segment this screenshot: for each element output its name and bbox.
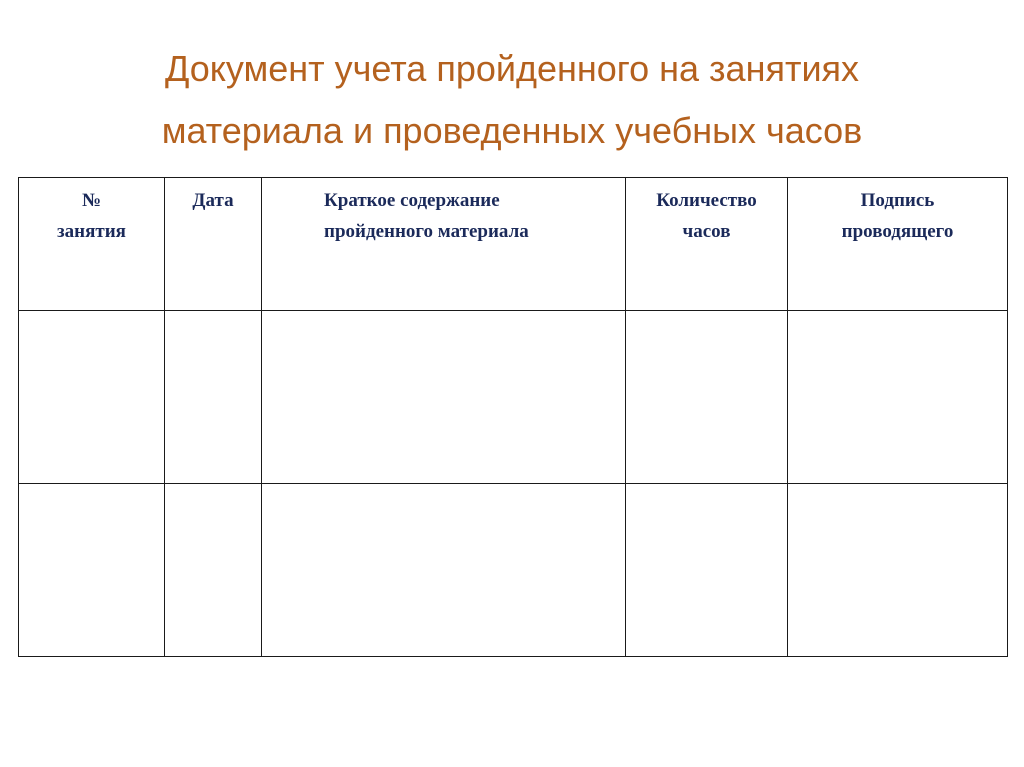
table-cell[interactable] [626,484,788,657]
header-signature [788,178,1008,311]
table-cell[interactable] [165,484,262,657]
header-hours-line1: Количество [656,190,757,211]
header-hours [626,178,788,311]
table-row [19,311,1008,484]
table-cell[interactable] [165,311,262,484]
title-line-2: материала и проведенных учебных часов [161,110,863,151]
header-lesson-number-line2: занятия [57,221,126,242]
table-cell[interactable] [626,311,788,484]
header-lesson-number-line1: № [81,190,102,211]
table-cell[interactable] [262,484,626,657]
document-title [0,38,1024,162]
header-date-line1: Дата [192,190,234,211]
header-lesson-number [19,178,165,311]
table-row [19,484,1008,657]
header-content [262,178,626,311]
header-row [19,178,1008,311]
table-cell[interactable] [788,311,1008,484]
table-cell[interactable] [19,484,165,657]
table-cell[interactable] [788,484,1008,657]
header-content-line1: Краткое содержание [324,190,500,211]
record-table [18,177,1008,657]
header-date [165,178,262,311]
header-signature-line2: проводящего [841,221,954,242]
header-signature-line1: Подпись [860,190,935,211]
header-content-line2: пройденного материала [324,221,529,242]
table-cell[interactable] [19,311,165,484]
table-cell[interactable] [262,311,626,484]
header-hours-line2: часов [682,221,731,242]
title-line-1: Документ учета пройденного на занятиях [164,48,860,89]
